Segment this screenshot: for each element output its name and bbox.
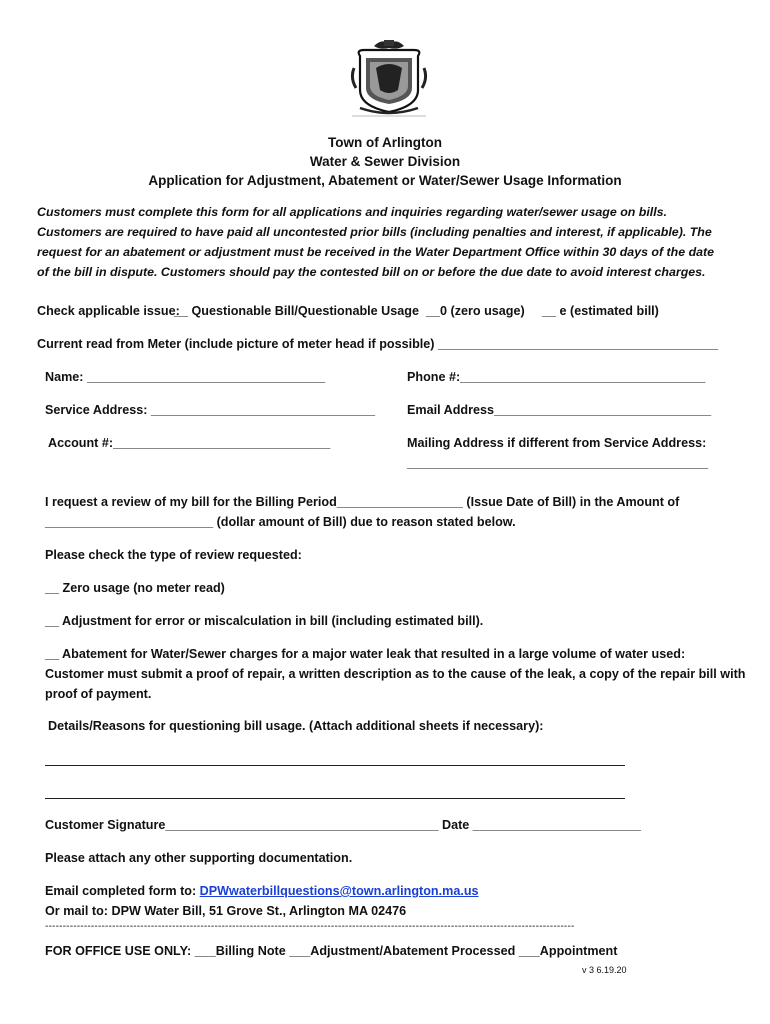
attach-note: Please attach any other supporting documentation. bbox=[45, 851, 353, 865]
version-label: v 3 6.19.20 bbox=[582, 965, 627, 975]
service-address-field[interactable]: Service Address: ________________________________ bbox=[45, 403, 376, 417]
review-option-abatement[interactable]: __ Abatement for Water/Sewer charges for a major water leak that resulted in a large volume of water used: bbox=[45, 647, 686, 661]
form-title: Application for Adjustment, Abatement or Water/Sewer Usage Information bbox=[148, 173, 622, 188]
review-option-zero-usage[interactable]: __ Zero usage (no meter read) bbox=[45, 581, 225, 595]
bill-amount-field[interactable]: ________________________ (dollar amount of Bill) due to reason stated below. bbox=[45, 515, 516, 529]
issue-option-zero-usage[interactable]: __0 (zero usage) bbox=[426, 304, 525, 318]
abatement-requirements-cont: proof of payment. bbox=[45, 687, 152, 701]
town-seal-logo bbox=[346, 38, 432, 118]
billing-period-field[interactable]: I request a review of my bill for the Billing Period__________________ (Issue Date of Bill) in the Amount of bbox=[45, 495, 680, 509]
town-name: Town of Arlington bbox=[328, 135, 442, 150]
details-label: Details/Reasons for questioning bill usage. (Attach additional sheets if necessary): bbox=[48, 719, 544, 733]
review-type-prompt: Please check the type of review requested: bbox=[45, 548, 302, 562]
email-link[interactable]: DPWwaterbillquestions@town.arlington.ma.us bbox=[199, 884, 479, 898]
signature-date-field[interactable]: Customer Signature_______________________________________ Date ________________________ bbox=[45, 818, 641, 832]
account-field[interactable]: Account #:_______________________________ bbox=[48, 436, 331, 450]
review-option-adjustment[interactable]: __ Adjustment for error or miscalculation in bill (including estimated bill). bbox=[45, 614, 484, 628]
email-instruction-label: Email completed form to: bbox=[45, 884, 200, 898]
email-instruction bbox=[45, 884, 479, 898]
email-address-field[interactable]: Email Address_______________________________ bbox=[407, 403, 712, 417]
mailing-address-label: Mailing Address if different from Service Address: bbox=[407, 436, 707, 450]
phone-field[interactable]: Phone #:___________________________________ bbox=[407, 370, 706, 384]
meter-read-field[interactable]: Current read from Meter (include picture of meter head if possible) ________________________________________ bbox=[37, 337, 719, 351]
mail-instruction: Or mail to: DPW Water Bill, 51 Grove St., Arlington MA 02476 bbox=[45, 904, 407, 918]
details-line-1[interactable] bbox=[45, 765, 625, 766]
division-name: Water & Sewer Division bbox=[309, 154, 461, 169]
issue-option-estimated[interactable]: __ e (estimated bill) bbox=[542, 304, 659, 318]
intro-paragraph: Customers must complete this form for all applications and inquiries regarding water/sewer usage on bills. Customers are required to have paid all uncontested prior bills (including penalties and interest, if applicable). The request for an abatement or adjustment must be received in the Water Department Office within 30 days of the date of the bill in dispute. Customers should pay the contested bill on or before the due date to avoid interest charges. bbox=[37, 205, 715, 279]
office-divider: ------------------------------------------------------------------------------------------------------------------------------------------------------ bbox=[45, 921, 575, 932]
details-line-2[interactable] bbox=[45, 798, 625, 799]
mailing-address-field[interactable]: ___________________________________________ bbox=[407, 456, 709, 470]
office-use-line: FOR OFFICE USE ONLY: ___Billing Note ___Adjustment/Abatement Processed ___Appointment bbox=[45, 944, 618, 958]
issue-label: Check applicable issue: bbox=[37, 304, 180, 318]
abatement-requirements: Customer must submit a proof of repair, a written description as to the cause of the leak, a copy of the repair bill with bbox=[45, 667, 746, 681]
name-field[interactable]: Name: __________________________________ bbox=[45, 370, 326, 384]
issue-option-questionable[interactable]: __ Questionable Bill/Questionable Usage bbox=[174, 304, 419, 318]
